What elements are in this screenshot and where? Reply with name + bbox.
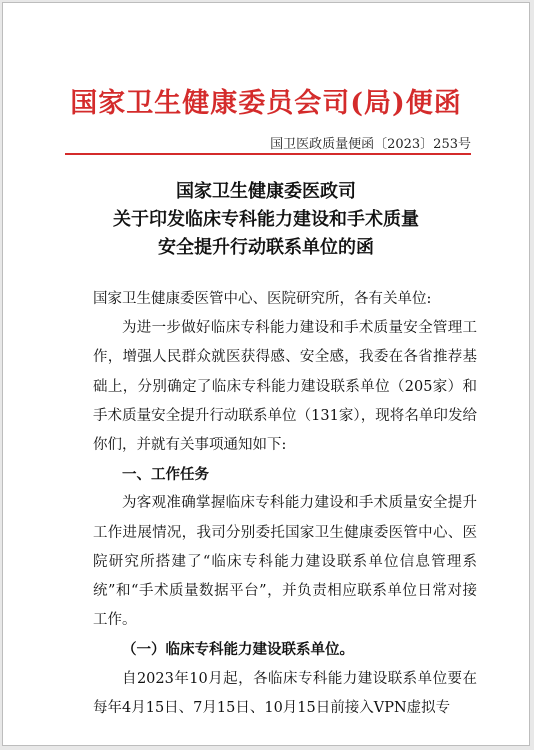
section-heading-tasks: 一、工作任务 — [122, 466, 209, 484]
salutation: 国家卫生健康委医管中心、医院研究所，各有关单位: — [93, 291, 432, 307]
subsection-heading-clinical: （一）临床专科能力建设联系单位。 — [122, 641, 354, 659]
document-page — [2, 2, 530, 746]
title-line-2: 关于印发临床专科能力建设和手术质量 — [113, 209, 419, 230]
title-line-1: 国家卫生健康委医政司 — [176, 181, 356, 202]
paragraph-clinical: 自2023年10月起，各临床专科能力建设联系单位要在每年4月15日、7月15日、10月15日前接入VPN虚拟专 — [93, 670, 477, 716]
title-line-3: 安全提升行动联系单位的函 — [158, 237, 374, 258]
document-title — [3, 178, 529, 262]
document-body — [93, 285, 477, 723]
paragraph-tasks: 为客观准确掌握临床专科能力建设和手术质量安全提升工作进展情况，我司分别委托国家卫生健康委医管中心、医院研究所搭建了“临床专科能力建设联系单位信息管理系统”和“手术质量数据平台”，并负责相应联系单位日常对接工作。 — [93, 495, 477, 629]
letterhead-title: 国家卫生健康委员会司(局)便函 — [70, 88, 462, 119]
paragraph-intro: 为进一步做好临床专科能力建设和手术质量安全管理工作，增强人民群众就医获得感、安全感，我委在各省推荐基础上，分别确定了临床专科能力建设联系单位（205家）和手术质量安全提升行动联系单位（131家），现将名单印发给你们，并就有关事项通知如下: — [93, 320, 477, 454]
document-number: 国卫医政质量便函〔2023〕253号 — [270, 137, 471, 152]
letterhead-red-rule — [65, 153, 471, 155]
